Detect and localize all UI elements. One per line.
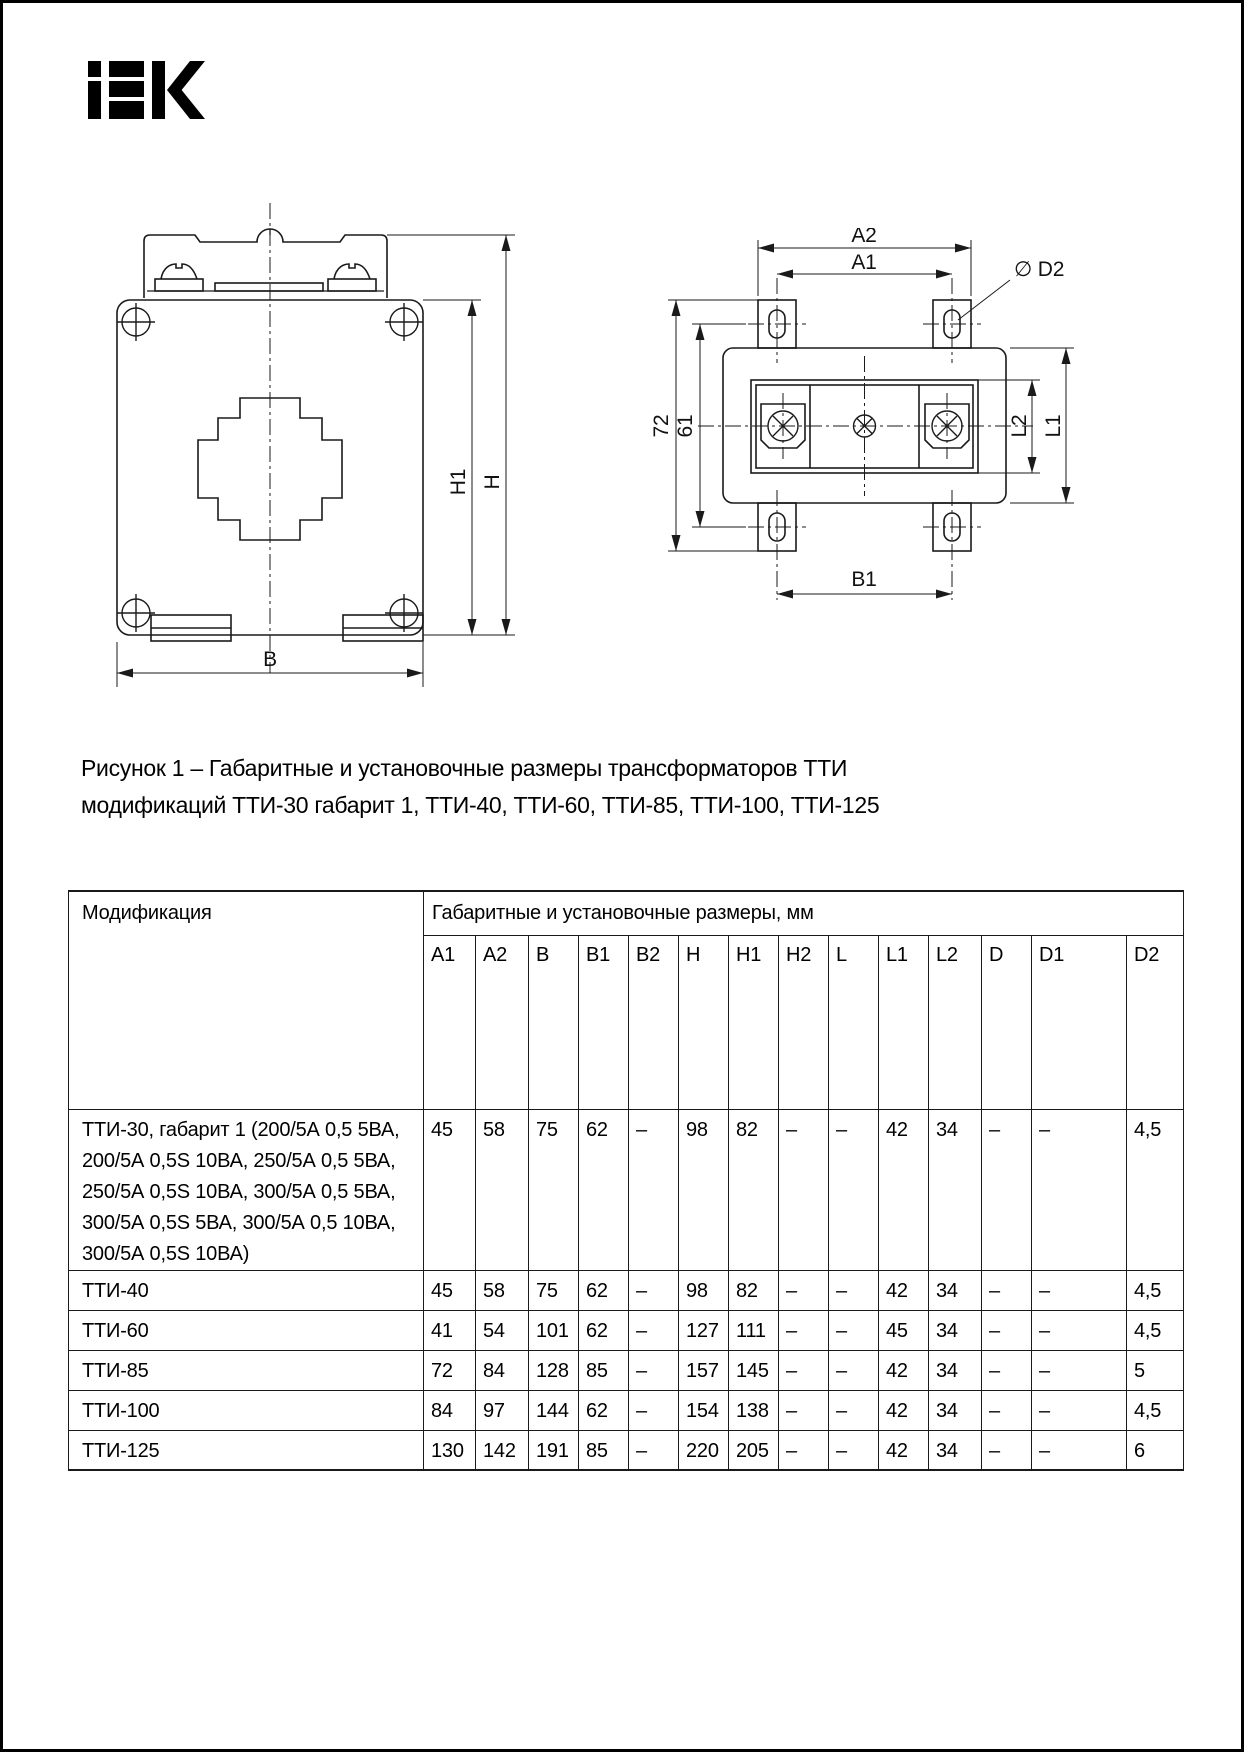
modification-name: ТТИ-85 bbox=[69, 1350, 424, 1390]
dimension-value: 42 bbox=[879, 1270, 929, 1310]
dim-label-61: 61 bbox=[674, 414, 697, 438]
dimension-value: 84 bbox=[476, 1350, 529, 1390]
dimension-value: 157 bbox=[679, 1350, 729, 1390]
table-row bbox=[69, 1430, 1184, 1470]
dimension-value: 4,5 bbox=[1127, 1310, 1184, 1350]
table-header-row-1 bbox=[69, 891, 1184, 935]
dimension-value: – bbox=[629, 1109, 679, 1270]
dimension-value: 34 bbox=[929, 1350, 982, 1390]
iek-logo bbox=[88, 61, 205, 119]
dimension-value: 62 bbox=[579, 1390, 629, 1430]
dim-label-h: H bbox=[481, 474, 504, 490]
dimension-value: 34 bbox=[929, 1270, 982, 1310]
column-header: L1 bbox=[879, 935, 929, 1109]
dim-label-b: B bbox=[263, 648, 277, 671]
dimension-value: 82 bbox=[729, 1109, 779, 1270]
dimension-value: 138 bbox=[729, 1390, 779, 1430]
dimension-value: – bbox=[629, 1350, 679, 1390]
dimension-value: 4,5 bbox=[1127, 1109, 1184, 1270]
dimension-value: 85 bbox=[579, 1350, 629, 1390]
logo-k-lower-arm bbox=[167, 88, 205, 119]
dimension-value: 34 bbox=[929, 1390, 982, 1430]
dimension-d2-callout bbox=[958, 258, 1064, 320]
dimension-value: – bbox=[779, 1109, 829, 1270]
dimension-value: 128 bbox=[529, 1350, 579, 1390]
dimension-value: 127 bbox=[679, 1310, 729, 1350]
dimension-value: – bbox=[779, 1270, 829, 1310]
column-header: B2 bbox=[629, 935, 679, 1109]
dimension-value: 191 bbox=[529, 1430, 579, 1470]
dimension-value: 42 bbox=[879, 1430, 929, 1470]
dimension-value: – bbox=[829, 1270, 879, 1310]
dimension-value: – bbox=[982, 1109, 1032, 1270]
dimension-value: – bbox=[629, 1390, 679, 1430]
dimension-value: 45 bbox=[879, 1310, 929, 1350]
dimension-value: 205 bbox=[729, 1430, 779, 1470]
dim-label-b1: B1 bbox=[851, 568, 877, 591]
dimension-value: 5 bbox=[1127, 1350, 1184, 1390]
column-header: D2 bbox=[1127, 935, 1184, 1109]
table-row bbox=[69, 1109, 1184, 1270]
dimension-value: 45 bbox=[424, 1109, 476, 1270]
dimension-value: – bbox=[629, 1270, 679, 1310]
dim-label-h1: H1 bbox=[447, 468, 470, 496]
column-header: A1 bbox=[424, 935, 476, 1109]
top-view-drawing bbox=[628, 228, 1098, 633]
dimension-value: 154 bbox=[679, 1390, 729, 1430]
logo-e-bar bbox=[109, 81, 144, 97]
dimension-value: 62 bbox=[579, 1310, 629, 1350]
logo-k-upper-arm bbox=[167, 61, 205, 92]
dimension-value: 75 bbox=[529, 1109, 579, 1270]
dimension-value: – bbox=[1032, 1310, 1127, 1350]
dimension-value: 34 bbox=[929, 1430, 982, 1470]
column-group-header: Габаритные и установочные размеры, мм bbox=[424, 891, 1184, 935]
dimension-value: 97 bbox=[476, 1390, 529, 1430]
terminal-screw-icon bbox=[161, 264, 197, 279]
dimension-value: – bbox=[829, 1390, 879, 1430]
modification-name: ТТИ-60 bbox=[69, 1310, 424, 1350]
dimension-a1 bbox=[777, 251, 952, 279]
logo-i-body bbox=[88, 81, 101, 119]
dimension-value: – bbox=[779, 1430, 829, 1470]
figure-caption-line1: Рисунок 1 – Габаритные и установочные размеры трансформаторов ТТИ bbox=[81, 755, 848, 781]
dimension-value: – bbox=[629, 1430, 679, 1470]
column-header: H2 bbox=[779, 935, 829, 1109]
table-row bbox=[69, 1350, 1184, 1390]
dimension-value: 85 bbox=[579, 1430, 629, 1470]
dimension-value: 142 bbox=[476, 1430, 529, 1470]
front-view-drawing bbox=[91, 195, 541, 700]
dimension-value: 130 bbox=[424, 1430, 476, 1470]
dimension-l2 bbox=[978, 380, 1040, 473]
dimension-value: 101 bbox=[529, 1310, 579, 1350]
dimension-b1 bbox=[777, 568, 952, 599]
figure-caption bbox=[81, 750, 879, 824]
dimension-value: 4,5 bbox=[1127, 1270, 1184, 1310]
dimension-value: 62 bbox=[579, 1270, 629, 1310]
dimension-value: 62 bbox=[579, 1109, 629, 1270]
dimension-value: – bbox=[829, 1109, 879, 1270]
centerlines bbox=[698, 278, 1033, 600]
dimension-value: 75 bbox=[529, 1270, 579, 1310]
figure-caption-line2: модификаций ТТИ-30 габарит 1, ТТИ-40, ТТИ-60, ТТИ-85, ТТИ-100, ТТИ-125 bbox=[81, 792, 880, 818]
dimension-value: – bbox=[982, 1430, 1032, 1470]
dimension-value: – bbox=[1032, 1430, 1127, 1470]
dimension-h1 bbox=[423, 300, 515, 635]
logo-e-bar bbox=[109, 101, 144, 119]
dimension-value: – bbox=[982, 1350, 1032, 1390]
dimension-value: – bbox=[1032, 1350, 1127, 1390]
dimension-value: – bbox=[829, 1310, 879, 1350]
dimension-value: 41 bbox=[424, 1310, 476, 1350]
column-header: D bbox=[982, 935, 1032, 1109]
dimension-value: 72 bbox=[424, 1350, 476, 1390]
dimension-value: – bbox=[779, 1350, 829, 1390]
dimension-value: 98 bbox=[679, 1270, 729, 1310]
dim-label-72: 72 bbox=[650, 414, 673, 438]
table-row bbox=[69, 1310, 1184, 1350]
column-header: L2 bbox=[929, 935, 982, 1109]
dimension-value: – bbox=[779, 1390, 829, 1430]
column-header: A2 bbox=[476, 935, 529, 1109]
dimension-value: – bbox=[829, 1430, 879, 1470]
dimension-value: 34 bbox=[929, 1310, 982, 1350]
dimension-value: 144 bbox=[529, 1390, 579, 1430]
dimension-value: – bbox=[1032, 1109, 1127, 1270]
dimension-value: – bbox=[829, 1350, 879, 1390]
dim-label-l2: L2 bbox=[1008, 414, 1031, 438]
column-header: H bbox=[679, 935, 729, 1109]
dimension-value: 34 bbox=[929, 1109, 982, 1270]
modification-name: ТТИ-100 bbox=[69, 1390, 424, 1430]
dimension-value: 42 bbox=[879, 1350, 929, 1390]
table-row bbox=[69, 1390, 1184, 1430]
dim-label-a2: A2 bbox=[851, 228, 877, 247]
dimension-value: – bbox=[779, 1310, 829, 1350]
modification-name: ТТИ-40 bbox=[69, 1270, 424, 1310]
dimension-value: 42 bbox=[879, 1109, 929, 1270]
dimension-value: 220 bbox=[679, 1430, 729, 1470]
dimension-value: 84 bbox=[424, 1390, 476, 1430]
dimension-value: 54 bbox=[476, 1310, 529, 1350]
dimension-value: 58 bbox=[476, 1270, 529, 1310]
dimension-value: 6 bbox=[1127, 1430, 1184, 1470]
dimension-value: – bbox=[1032, 1270, 1127, 1310]
column-header: B1 bbox=[579, 935, 629, 1109]
column-header: L bbox=[829, 935, 879, 1109]
dimension-h bbox=[387, 235, 515, 635]
dimension-value: – bbox=[1032, 1390, 1127, 1430]
dimension-b bbox=[117, 642, 423, 687]
column-header: B bbox=[529, 935, 579, 1109]
dimension-value: – bbox=[982, 1390, 1032, 1430]
dimension-value: – bbox=[629, 1310, 679, 1350]
modification-name: ТТИ-125 bbox=[69, 1430, 424, 1470]
logo-i-dot bbox=[88, 61, 101, 77]
logo-k-stem bbox=[152, 61, 165, 119]
dim-label-l1: L1 bbox=[1042, 414, 1065, 438]
table-row bbox=[69, 1270, 1184, 1310]
modification-name: ТТИ-30, габарит 1 (200/5А 0,5 5ВА, 200/5А 0,5S 10ВА, 250/5А 0,5 5ВА, 250/5А 0,5S 10ВА, 300/5А 0,5 5ВА, 300/5А 0,5S 5ВА, 300/5А 0,5 10ВА, 300/5А 0,5S 10ВА) bbox=[69, 1109, 424, 1270]
dimension-value: 82 bbox=[729, 1270, 779, 1310]
dimension-value: – bbox=[982, 1270, 1032, 1310]
terminal-block bbox=[144, 229, 387, 298]
dimension-value: 45 bbox=[424, 1270, 476, 1310]
dimension-value: 42 bbox=[879, 1390, 929, 1430]
table-body bbox=[69, 1109, 1184, 1470]
dimensions-table bbox=[68, 890, 1184, 1471]
column-header-modification: Модификация bbox=[69, 891, 424, 1109]
logo-e-bar bbox=[109, 61, 144, 77]
dim-label-d2: ∅ D2 bbox=[1014, 258, 1065, 281]
dimension-value: 4,5 bbox=[1127, 1390, 1184, 1430]
dimension-value: 98 bbox=[679, 1109, 729, 1270]
dimension-value: 145 bbox=[729, 1350, 779, 1390]
dimension-value: 58 bbox=[476, 1109, 529, 1270]
dimension-value: – bbox=[982, 1310, 1032, 1350]
column-header: D1 bbox=[1032, 935, 1127, 1109]
dimension-value: 111 bbox=[729, 1310, 779, 1350]
terminal-screw-icon bbox=[334, 264, 370, 279]
column-header: H1 bbox=[729, 935, 779, 1109]
dim-label-a1: A1 bbox=[851, 251, 877, 274]
